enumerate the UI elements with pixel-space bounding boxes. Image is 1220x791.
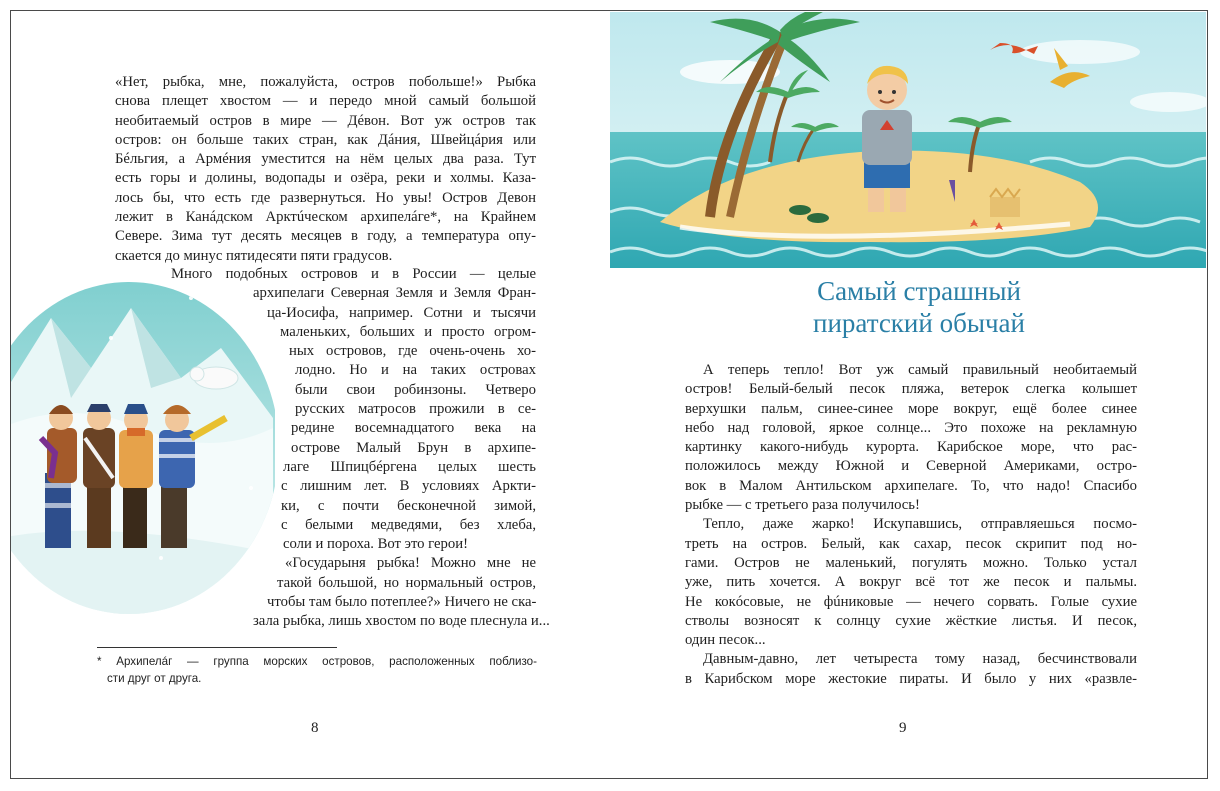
page-number-left: 8: [311, 720, 319, 736]
book-spread: [10, 10, 1208, 779]
text-line: верхушки пальм, синее-синее море вокруг, ещё более синее: [685, 400, 1137, 417]
text-line: были свои робинзоны. Четверо: [295, 381, 536, 398]
right-page: [609, 11, 1207, 778]
text-line: Тепло, даже жарко! Искупавшись, отправляешься посмо-: [703, 516, 1137, 533]
text-line: в Карибском море жестокие пираты. И было у них «развле-: [685, 670, 1137, 687]
text-line: ных островов, где очень-очень хо-: [289, 343, 536, 360]
text-line: Давным-давно, лет четыреста тому назад, бесчинствовали: [703, 651, 1137, 668]
text-line: чтобы там было потеплее?» Ничего не ска-: [267, 594, 537, 611]
text-line: острове Малый Брун в архипе-: [291, 439, 536, 456]
text-line: «Нет, рыбка, мне, пожалуйста, остров побольше!» Рыбка: [115, 74, 536, 90]
text-line: русских матросов прожили в се-: [295, 401, 536, 418]
text-line: положилось между Южной и Северной Америками, остро-: [685, 458, 1137, 475]
text-line: редине восемнадцатого века на: [291, 420, 536, 437]
text-line: Не кокóсовые, не фúниковые — нечего сорвать. Голые сухие: [685, 593, 1137, 610]
text-line: такой большой, но нормальный остров,: [277, 574, 536, 591]
text-line: лаге Шпицбéргена целых шесть: [283, 458, 536, 475]
text-line: рыбке — с третьего раза получилось!: [685, 497, 920, 514]
chapter-title-line: пиратский обычай: [813, 308, 1025, 338]
text-line: с белыми медведями, без хлеба,: [281, 516, 536, 533]
text-line: небо над головой, яркое солнце... Это похоже на рекламную: [685, 419, 1137, 436]
left-paragraph-wrap: [115, 265, 550, 632]
text-line: архипелаги Северная Земля и Земля Фран-: [253, 285, 536, 302]
text-line: уже, пить хочется. А вокруг всё тот же песок и пальмы.: [685, 574, 1137, 591]
text-line: маленьких, больших и просто огром-: [280, 323, 536, 340]
text-line: остров! Белый-белый песок пляжа, ветерок слегка колышет: [685, 381, 1137, 398]
footnote-divider: [97, 647, 337, 648]
text-line: картинку какого-нибудь курорта. Карибское море, что рас-: [685, 439, 1137, 456]
text-line: соли и пороха. Вот это герои!: [283, 536, 468, 553]
chapter-title-line: Самый страшный: [817, 276, 1021, 306]
footnote-line: * Архипелáг — группа морских островов, расположенных поблизо-: [97, 655, 537, 668]
text-line: ки, с почти бесконечной зимой,: [281, 497, 536, 514]
text-line: Севере. Зима тут десять месяцев в году, а температура опу-: [115, 228, 536, 245]
text-line: необитаемый остров в мире — Дéвон. Вот уж остров так: [115, 112, 536, 129]
paragraph-3: [685, 650, 1137, 689]
text-line: есть горы и долины, водопады и озёра, реки и холмы. Каза-: [115, 170, 536, 187]
footnote: [97, 653, 537, 687]
text-line: гами. Остров не маленький, погулять можно. Только устал: [685, 554, 1137, 571]
text-line: снова плещет хвостом — и передо мной самый большой: [115, 93, 536, 110]
text-line: с лишним лет. В условиях Аркти-: [281, 478, 536, 495]
text-line: лодно. Но и на таких островах: [295, 362, 536, 379]
text-line: скается до минус пятидесяти пяти градусов.: [115, 247, 393, 264]
text-line: Бéльгия, а Армéния уместится на нём целых два раза. Тут: [115, 151, 536, 168]
right-body-text: [685, 361, 1137, 689]
text-line: «Государыня рыбка! Можно мне не: [285, 555, 536, 572]
left-page: [11, 11, 609, 778]
text-line: ца-Иосифа, например. Сотни и тысячи: [267, 304, 536, 321]
text-line: треть на остров. Белый, как сахар, песок скрипит под но-: [685, 535, 1137, 552]
text-line: лось бы, что есть где развернуться. Но увы! Остров Девон: [115, 189, 536, 206]
paragraph-1: [685, 361, 1137, 515]
text-line: зала рыбка, лишь хвостом по воде плеснула и...: [253, 613, 550, 630]
left-paragraph-top: [115, 73, 536, 266]
text-line: вок в Малом Антильском архипелаге. То, что надо! Спасибо: [685, 477, 1137, 494]
text-line: Много подобных островов и в России — целые: [171, 266, 536, 282]
tropical-island-illustration: [610, 12, 1206, 268]
text-line: лежит в Канáдском Арктúческом архипелáге*, на Крайнем: [115, 209, 536, 226]
text-line: один песок...: [685, 632, 766, 649]
footnote-line: сти друг от друга.: [107, 672, 202, 685]
paragraph-2: [685, 515, 1137, 650]
page-number-right: 9: [899, 720, 907, 736]
text-line: стволы возносят к солнцу сухие жёсткие листья. И песок,: [685, 612, 1137, 629]
text-line: остров: он больше таких стран, как Дáния, Швейцáрия или: [115, 131, 536, 148]
text-line: А теперь тепло! Вот уж самый правильный необитаемый: [703, 362, 1137, 378]
chapter-title: [719, 275, 1119, 339]
